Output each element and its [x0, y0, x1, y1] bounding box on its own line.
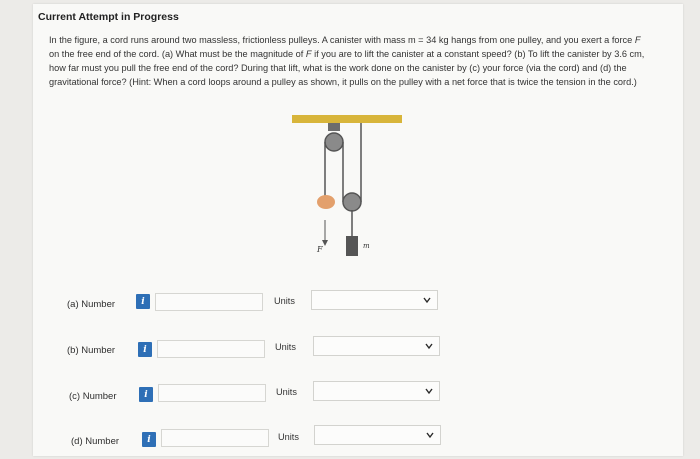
- question-intro: In the figure, a cord runs around two massless, frictionless pulleys. A canister with mass m = 34 kg hangs from one pulley, and you exert a force: [49, 35, 633, 45]
- row-a-units-label: Units: [274, 296, 295, 306]
- row-c-info-button[interactable]: i: [139, 387, 153, 402]
- chevron-down-icon: [422, 295, 432, 305]
- question-part1: on the free end of the cord. (a) What must be the magnitude of: [49, 49, 304, 59]
- hand: [317, 195, 335, 209]
- row-a-info-button[interactable]: i: [136, 294, 150, 309]
- row-c-units-label: Units: [276, 387, 297, 397]
- row-d-units-label: Units: [278, 432, 299, 442]
- canister: [346, 236, 358, 256]
- row-a-units-select[interactable]: [311, 290, 438, 310]
- force-symbol: F: [634, 35, 641, 45]
- chevron-down-icon: [424, 341, 434, 351]
- force-symbol-2: F: [305, 49, 312, 59]
- force-label: F: [317, 245, 323, 254]
- row-a-number-input[interactable]: [155, 293, 263, 311]
- row-d-label: (d) Number: [71, 436, 120, 447]
- page-title: Current Attempt in Progress: [38, 11, 179, 23]
- row-b-label: (b) Number: [67, 345, 116, 356]
- row-b-number-input[interactable]: [157, 340, 265, 358]
- ceiling-mount: [328, 123, 340, 131]
- row-d-units-select[interactable]: [314, 425, 441, 445]
- mass-label: m: [363, 242, 370, 250]
- upper-pulley: [325, 133, 343, 151]
- row-b-info-button[interactable]: i: [138, 342, 152, 357]
- row-c-number-input[interactable]: [158, 384, 266, 402]
- row-d-info-button[interactable]: i: [142, 432, 156, 447]
- row-d-number-input[interactable]: [161, 429, 269, 447]
- chevron-down-icon: [424, 386, 434, 396]
- chevron-down-icon: [425, 430, 435, 440]
- row-c-label: (c) Number: [69, 391, 117, 402]
- row-b-units-select[interactable]: [313, 336, 440, 356]
- ceiling-bar: [292, 115, 402, 123]
- pulley-figure: [290, 110, 410, 270]
- row-c-units-select[interactable]: [313, 381, 440, 401]
- row-b-units-label: Units: [275, 342, 296, 352]
- row-a-label: (a) Number: [67, 299, 116, 310]
- question-part2: if you are to lift the canister at a constant speed? (b) To lift the canister by 3.6 cm, how far must you pull the free end of the cord? During that lift, what is the work done on the canister by (c) your force (via the cord) and (d) the gravitational force? (Hint: When a cord loops around a pulley as shown, it pulls on the pulley with a net force that is twice the tension in the cord.): [49, 49, 645, 87]
- force-arrow-head: [322, 240, 328, 246]
- question-text: [49, 33, 649, 89]
- lower-pulley: [343, 193, 361, 211]
